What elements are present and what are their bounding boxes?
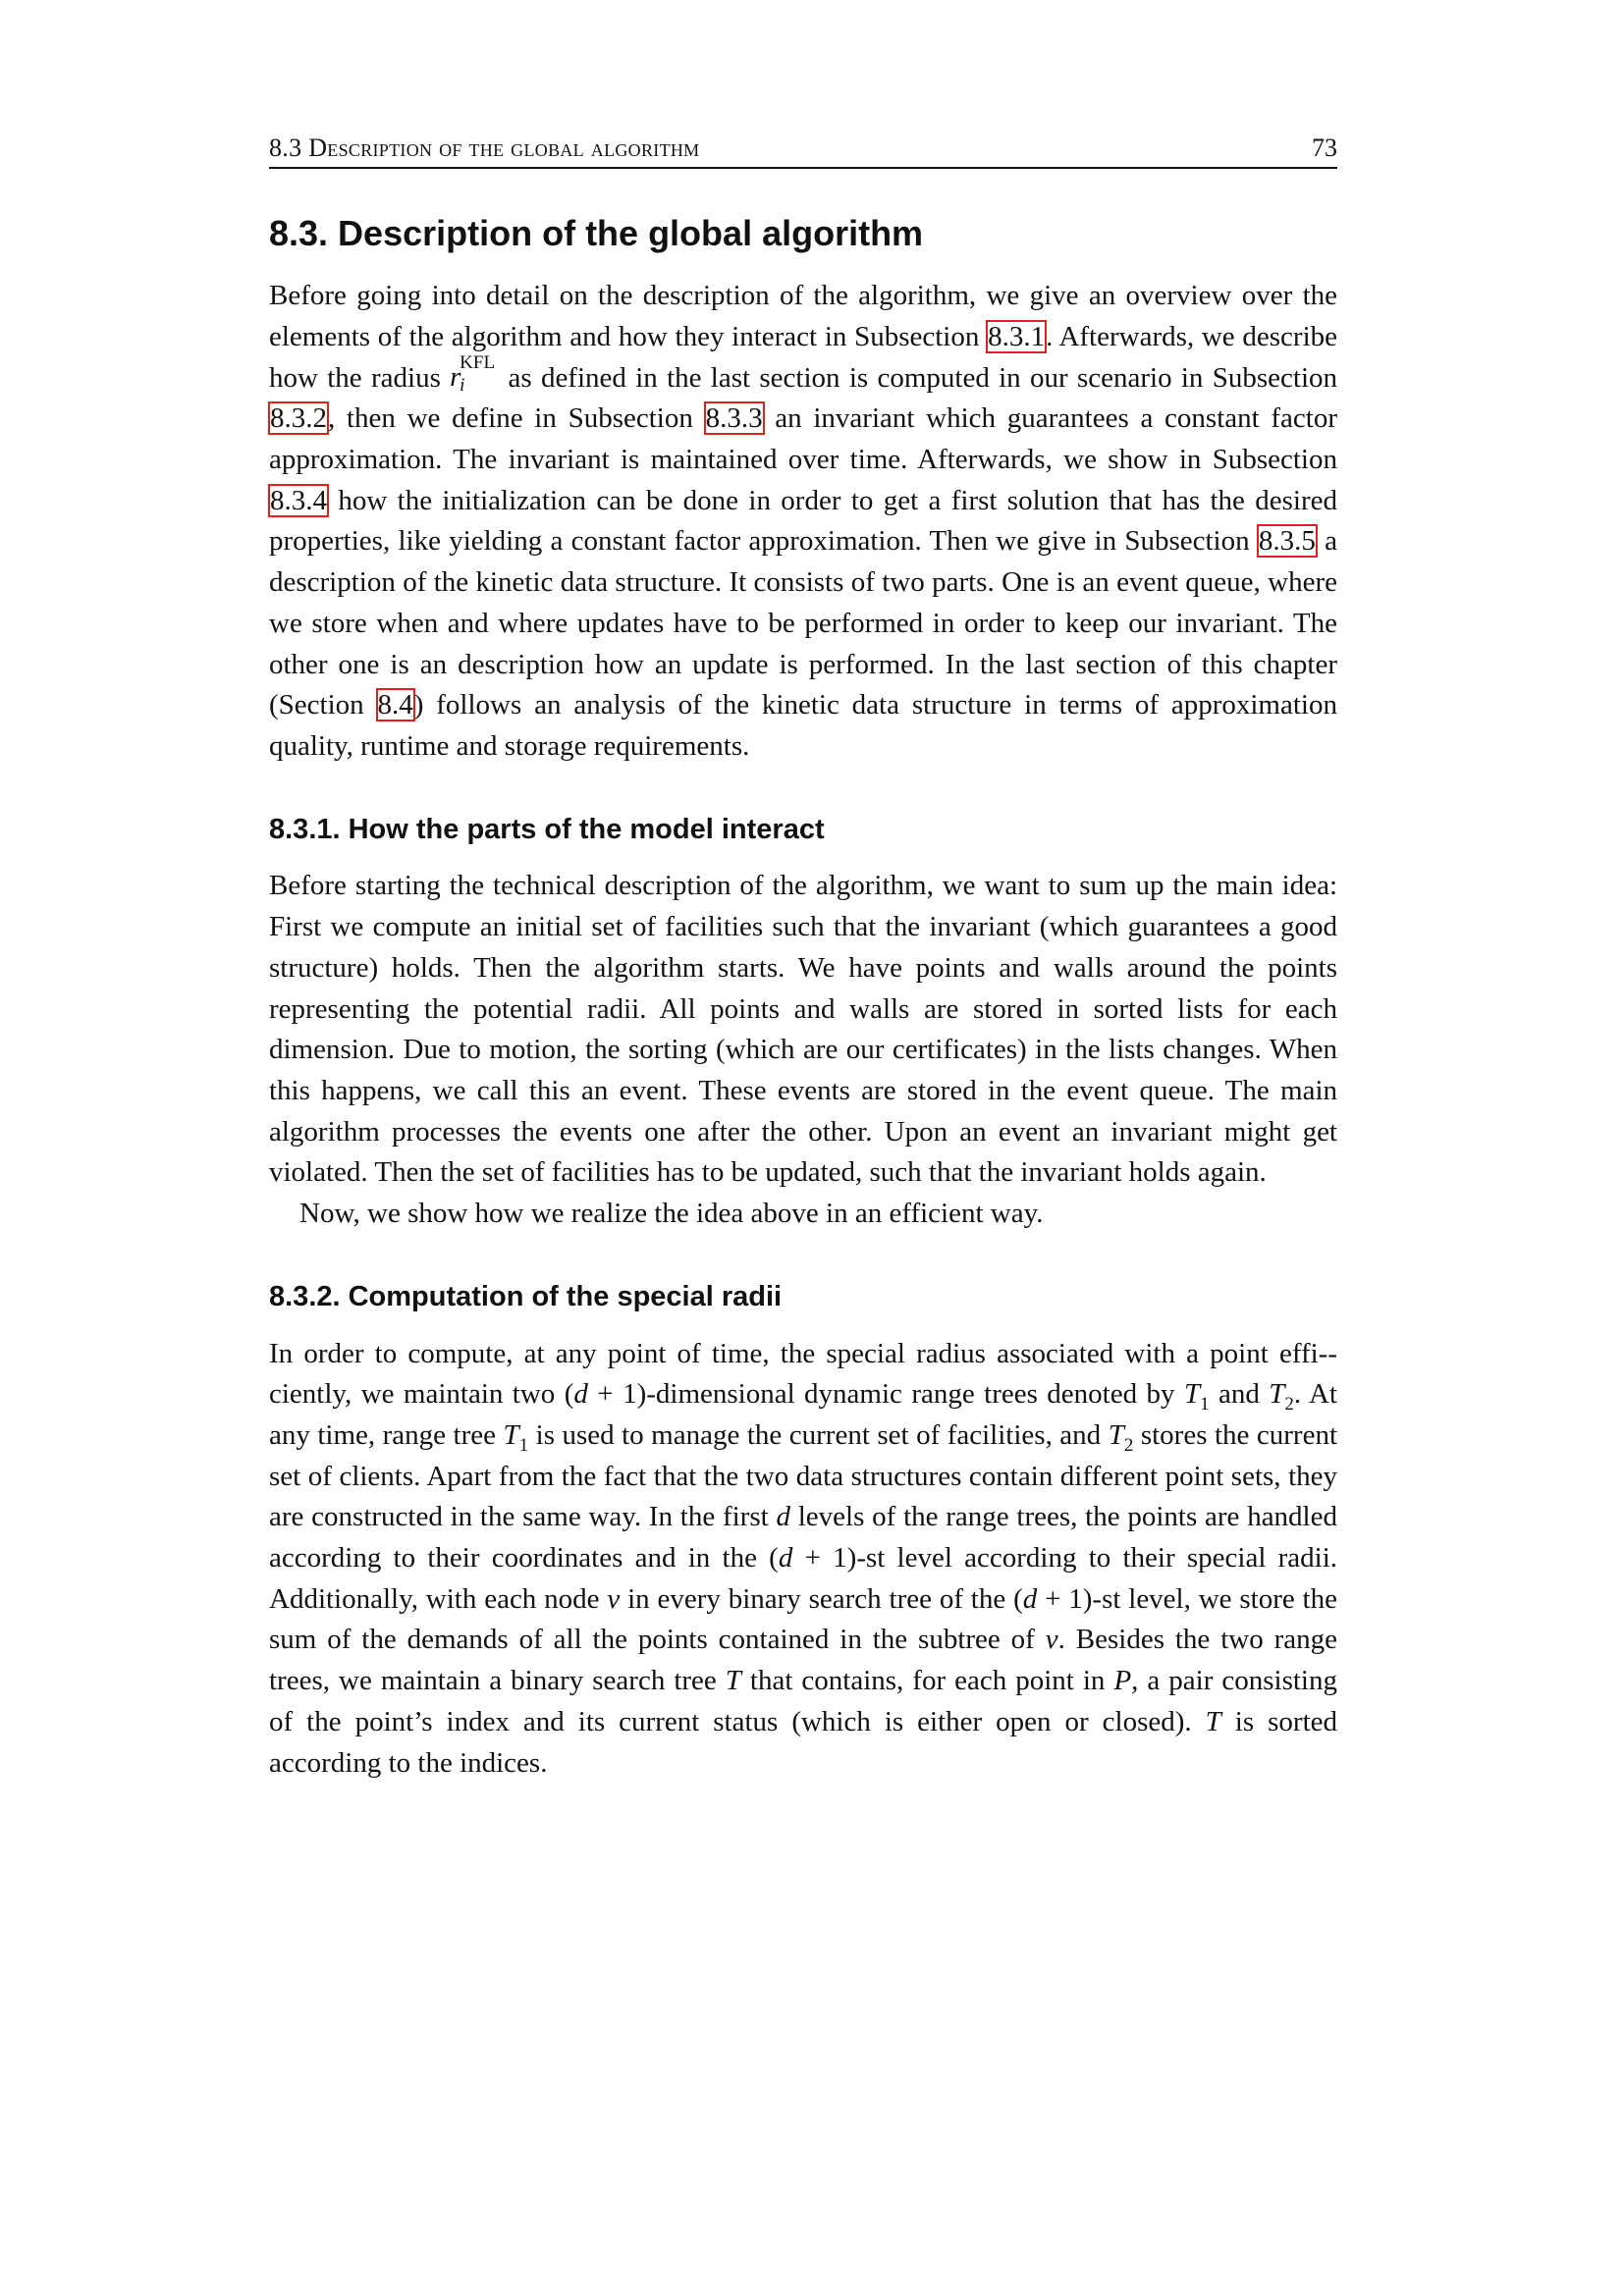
text-run: is sorted according to the indices. bbox=[269, 1705, 1338, 1779]
text-run: + 1)-st level according to their special radii. Additionally, with each node bbox=[269, 1542, 1338, 1615]
text-run: ) follows an analysis of the kinetic data structure in terms of approximation quality, runtime and storage requirements. bbox=[269, 689, 1337, 762]
text-run: levels of the range trees, the points are handled according to their coordinates and in the ( bbox=[269, 1501, 1337, 1575]
subsection-8-3-2-paragraph bbox=[269, 1334, 1337, 1785]
text-run: Before going into detail on the description of the algorithm, we give an overview over the elements of the algorithm and how they interact in Subsection bbox=[269, 280, 1337, 352]
text-run: a description of the kinetic data structure. It consists of two parts. One is an event queue, where we store when and where updates have to be performed in order to keep our invariant. The other one is an description how an update is performed. In the last section of this chapter (Section bbox=[269, 525, 1337, 721]
subsection-8-3-1-paragraph-2: Now, we show how we realize the idea above in an efficient way. bbox=[299, 1198, 1044, 1230]
text-run: and bbox=[1209, 1378, 1270, 1411]
math-d: d bbox=[778, 1542, 793, 1575]
section-title: 8.3. Description of the global algorithm bbox=[269, 213, 924, 253]
page bbox=[269, 135, 1337, 1784]
running-title: 8.3 Description of the global algorithm bbox=[269, 133, 700, 162]
math-v: v bbox=[607, 1582, 621, 1615]
math-T: T bbox=[503, 1418, 519, 1451]
math-T: T bbox=[725, 1665, 741, 1697]
ref-link-8-3-4[interactable]: 8.3.4 bbox=[270, 484, 327, 516]
subsection-title-8-3-2: 8.3.2. Computation of the special radii bbox=[269, 1280, 783, 1312]
radius-symbol bbox=[450, 351, 499, 396]
page-number: 73 bbox=[1312, 133, 1337, 162]
text-run: . At any time, range tree bbox=[269, 1378, 1337, 1451]
math-d: d bbox=[1022, 1582, 1038, 1615]
text-run: stores the current set of clients. Apart from the fact that the two data structures contain different point sets, they are constructed in the same way. In the first bbox=[269, 1418, 1338, 1533]
math-P: P bbox=[1113, 1665, 1132, 1697]
text-run: , a pair consisting of the point’s index and its current status (which is either open or closed). bbox=[269, 1665, 1337, 1737]
text-run: , then we define in Subsection bbox=[328, 402, 705, 435]
text-run: in every binary search tree of the ( bbox=[620, 1582, 1023, 1615]
subsection-title-8-3-1: 8.3.1. How the parts of the model interact bbox=[269, 813, 825, 845]
subsection-8-3-1-paragraph: Before starting the technical description of the algorithm, we want to sum up the main idea: First we compute an initial set of facilities such that the invariant (which guarantees a good structure) holds. Then the algorithm starts. We have points and walls around the points representing the potential radii. All points and walls are stored in sorted lists for each dimension. Due to motion, the sorting (which are our certificates) in the lists changes. When this happens, we call this an event. These events are stored in the event queue. The main algorithm processes the events one after the other. Upon an event an invariant might get violated. Then the set of facilities has to be updated, such that the invariant holds again. bbox=[269, 870, 1337, 1189]
text-run: In order to compute, at any point of time, the special radius associated with a point effi-ciently, we maintain two ( bbox=[269, 1337, 1337, 1411]
text-run: is used to manage the current set of facilities, and bbox=[528, 1418, 1109, 1451]
math-v: v bbox=[1045, 1624, 1058, 1656]
text-run: + 1)-st level, we store the sum of the demands of all the points contained in the subtree of bbox=[269, 1582, 1337, 1656]
text-run: an invariant which guarantees a constant factor approximation. The invariant is maintained over time. Afterwards, we show in Subsection bbox=[269, 402, 1338, 475]
text-run: . Afterwards, we describe how the radius bbox=[269, 320, 1337, 394]
math-T: T bbox=[1108, 1418, 1124, 1451]
ref-link-8-4[interactable]: 8.4 bbox=[377, 689, 413, 721]
text-run: that contains, for each point in bbox=[740, 1665, 1114, 1697]
ref-link-8-3-2[interactable]: 8.3.2 bbox=[270, 402, 327, 435]
intro-paragraph bbox=[269, 276, 1337, 767]
math-T: T bbox=[1205, 1705, 1221, 1737]
ref-link-8-3-5[interactable]: 8.3.5 bbox=[1258, 525, 1316, 558]
text-run: . Besides the two range trees, we maintain a binary search tree bbox=[269, 1624, 1337, 1697]
ref-link-8-3-3[interactable]: 8.3.3 bbox=[705, 402, 763, 435]
radius-subscript: i bbox=[460, 374, 465, 396]
radius-superscript: KFL bbox=[460, 351, 496, 373]
math-T: T bbox=[1183, 1378, 1201, 1411]
math-d: d bbox=[573, 1378, 588, 1411]
radius-base: r bbox=[450, 360, 461, 393]
math-sub-2: 2 bbox=[1123, 1434, 1134, 1456]
running-header bbox=[269, 135, 1337, 169]
text-run: as defined in the last section is computed in our scenario in Subsection bbox=[499, 361, 1338, 394]
ref-link-8-3-1[interactable]: 8.3.1 bbox=[988, 320, 1046, 352]
math-sub-1: 1 bbox=[518, 1434, 529, 1456]
math-sub-1: 1 bbox=[1200, 1394, 1210, 1415]
math-sub-2: 2 bbox=[1284, 1394, 1294, 1415]
text-run: how the initialization can be done in order to get a first solution that has the desired properties, like yielding a constant factor approximation. Then we give in Subsection bbox=[269, 484, 1337, 558]
math-d: d bbox=[776, 1501, 790, 1533]
math-T: T bbox=[1269, 1378, 1285, 1411]
text-run: + 1)-dimensional dynamic range trees denoted by bbox=[587, 1378, 1184, 1411]
